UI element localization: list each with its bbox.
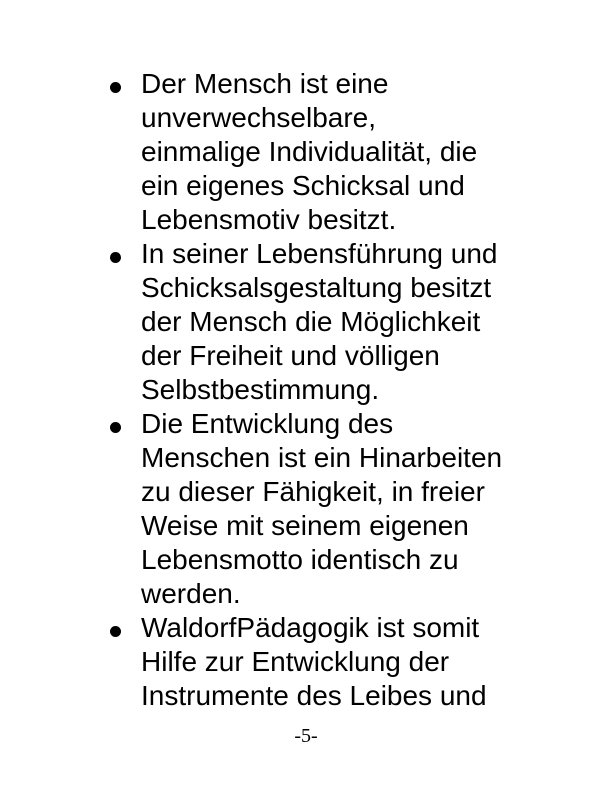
text-line: WaldorfPädagogik ist somit [141, 612, 480, 643]
page-number: -5- [294, 725, 318, 747]
bullet-item-3 [0, 407, 612, 611]
bullet-item-2 [0, 237, 612, 407]
text-line: zu dieser Fähigkeit, in freier [141, 476, 485, 507]
text-line: Der Mensch ist eine [141, 68, 389, 99]
text-line: Schicksalsgestaltung besitzt [141, 272, 492, 303]
text-line: In seiner Lebensführung und [141, 238, 498, 269]
text-line: der Mensch die Möglichkeit [141, 306, 481, 337]
text-line: unverwechselbare, [141, 102, 377, 133]
bullet-item-4 [0, 611, 612, 713]
text-line: Selbstbestimmung. [141, 374, 380, 405]
text-line: Lebensmotto identisch zu [141, 544, 459, 575]
bullet-dot-icon [110, 82, 121, 93]
text-line: werden. [141, 578, 241, 609]
text-line: Instrumente des Leibes und [141, 680, 487, 711]
text-line: Lebensmotiv besitzt. [141, 204, 397, 235]
bullet-list [0, 67, 612, 713]
text-line: Menschen ist ein Hinarbeiten [141, 442, 503, 473]
text-line: Hilfe zur Entwicklung der [141, 646, 450, 677]
text-line: Weise mit seinem eigenen [141, 510, 469, 541]
text-line: der Freiheit und völligen [141, 340, 440, 371]
bullet-dot-icon [110, 252, 121, 263]
text-line: einmalige Individualität, die [141, 136, 478, 167]
text-line: ein eigenes Schicksal und [141, 170, 465, 201]
text-line: Die Entwicklung des [141, 408, 394, 439]
bullet-item-1 [0, 67, 612, 237]
bullet-dot-icon [110, 626, 121, 637]
bullet-dot-icon [110, 422, 121, 433]
